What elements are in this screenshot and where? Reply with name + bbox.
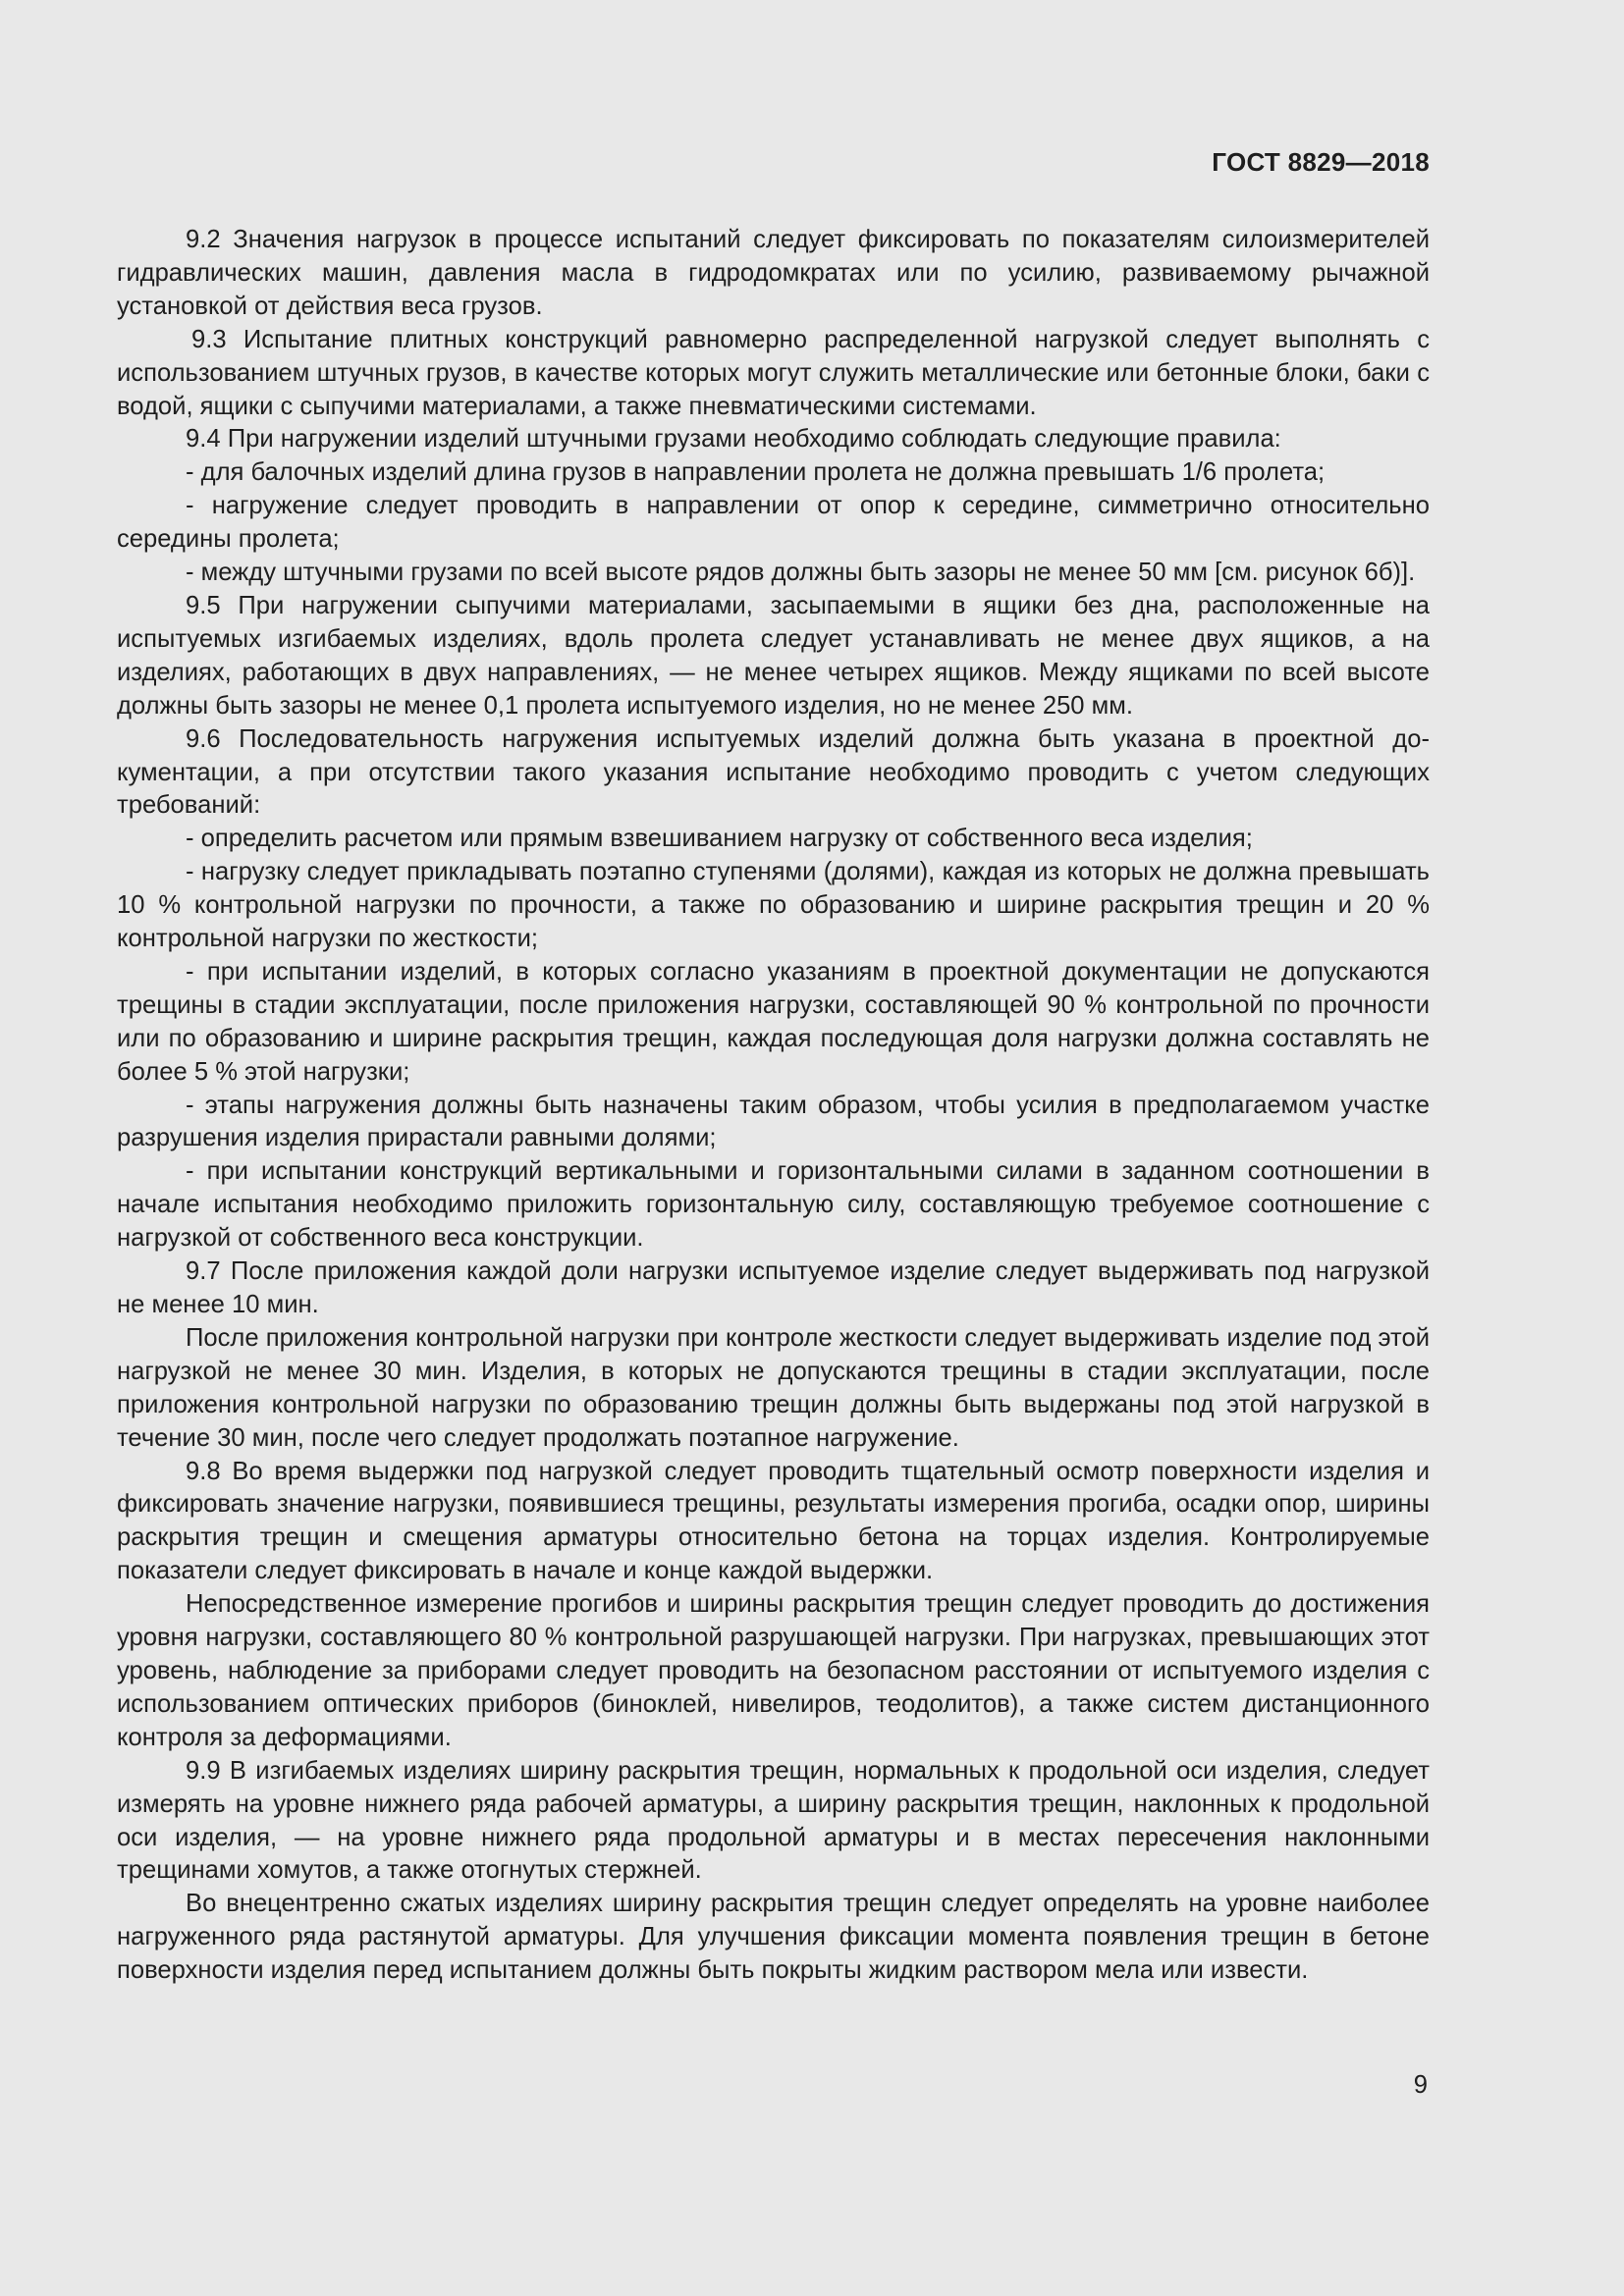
- list-item-9-4-1: - для балочных изделий длина грузов в направлении пролета не должна превышать 1/6 пролета;: [186, 458, 1326, 487]
- paragraph-9-4: 9.4 При нагружении изделий штучными грузами необходимо соблюдать следующие правила:: [186, 425, 1281, 454]
- list-item-9-6-4: - этапы нагружения должны быть назначены таким образом, чтобы усилия в предполагаемом участке разрушения изделия прирастали равными долями;: [117, 1091, 1430, 1152]
- paragraph-9-7: 9.7 После приложения каждой доли нагрузки испытуемое изделие следует выдерживать под нагрузкой не менее 10 мин.: [117, 1257, 1430, 1318]
- paragraph-9-6: 9.6 Последовательность нагружения испытуемых изделий должна быть указана в проектной документации, а при отсутствии такого указания испытание необходимо проводить с учетом следующих требований:: [117, 724, 1430, 820]
- paragraph-9-5: 9.5 При нагружении сыпучими материалами, засыпаемыми в ящики без дна, расположенные на испытуемых изгибаемых изделиях, вдоль пролета следует устанавливать не менее двух ящиков, а на изделиях, работающих в двух направлениях, — не менее четырех ящиков. Между ящиками по всей высоте должны быть зазоры не менее 0,1 пролета испытуемого изделия, но не менее 250 мм.: [117, 591, 1430, 720]
- paragraph-9-8-continued: Непосредственное измерение прогибов и ширины раскрытия трещин следует проводить до достижения уровня нагрузки, составляющего 80 % контрольной разрушающей нагрузки. При нагрузках, превышающих этот уровень, наблюдение за приборами следует проводить на безопасном расстоянии от испытуемого изделия с использованием оптических приборов (биноклей, нивелиров, теодолитов), а также систем дистанционного контроля за деформациями.: [117, 1590, 1430, 1751]
- paragraph-9-3: 9.3 Испытание плитных конструкций равномерно распределенной нагрузкой следует выполнять с использованием штучных грузов, в качестве которых могут служить металлические или бетонные блоки, баки с водой, ящики с сыпучими материалами, а также пневматическими системами.: [117, 325, 1430, 420]
- list-item-9-6-1: - определить расчетом или прямым взвешиванием нагрузку от собственного веса изделия;: [186, 825, 1253, 853]
- paragraph-9-2: 9.2 Значения нагрузок в процессе испытаний следует фиксировать по показателям силоизмерителей гидравлических машин, давления масла в гидродомкратах или по усилию, развиваемому рычажной установкой от действия веса грузов.: [117, 226, 1430, 320]
- list-item-9-6-3: - при испытании изделий, в которых согласно указаниям в проектной документации не допускаются трещины в стадии эксплуатации, после приложения нагрузки, составляющей 90 % контрольной по прочности или по образованию и ширине раскрытия трещин, каждая последующая доля нагрузки должна составлять не более 5 % этой нагрузки;: [117, 957, 1430, 1086]
- document-body: [117, 224, 1430, 1988]
- paragraph-9-9: 9.9 В изгибаемых изделиях ширину раскрытия трещин, нормальных к продольной оси изделия, следует измерять на уровне нижнего ряда рабочей арматуры, а ширину раскрытия трещин, наклонных к продольной оси изделия, — на уровне нижнего ряда продольной арматуры и в местах пересечения наклонными трещинами хомутов, а также отогнутых стержней.: [117, 1756, 1430, 1885]
- list-item-9-4-3: - между штучными грузами по всей высоте рядов должны быть зазоры не менее 50 мм [см. рисунок 6б)].: [186, 559, 1416, 587]
- list-item-9-6-5: - при испытании конструкций вертикальными и горизонтальными силами в заданном соотношении в начале испытания необходимо приложить горизонтальную силу, составляющую требуемое соотношение с нагрузкой от собственного веса конструкции.: [117, 1157, 1430, 1253]
- page-number: 9: [1413, 2071, 1428, 2099]
- list-item-9-4-2: - нагружение следует проводить в направлении от опор к середине, симметрично относительно середины пролета;: [117, 492, 1430, 554]
- list-item-9-6-2: - нагрузку следует прикладывать поэтапно ступенями (долями), каждая из которых не должна превышать 10 % контрольной нагрузки по прочности, а также по образованию и ширине раскрытия трещин и 20 % контрольной нагрузки по жесткости;: [117, 858, 1430, 953]
- paragraph-9-9-continued: Во внецентренно сжатых изделиях ширину раскрытия трещин следует определять на уровне наиболее нагруженного ряда растянутой арматуры. Для улучшения фиксации момента появления трещин в бетоне поверхности изделия перед испытанием должны быть покрыты жидким раствором мела или извести.: [117, 1890, 1430, 1985]
- document-code-header: ГОСТ 8829—2018: [1212, 147, 1430, 177]
- paragraph-9-8: 9.8 Во время выдержки под нагрузкой следует проводить тщательный осмотр поверхности изделия и фиксировать значение нагрузки, появившиеся трещины, результаты измерения прогиба, осадки опор, ширины раскрытия трещин и смещения арматуры относительно бетона на торцах изделия. Контролируемые показатели следует фиксировать в начале и конце каждой выдержки.: [117, 1457, 1430, 1585]
- paragraph-9-7-continued: После приложения контрольной нагрузки при контроле жесткости следует выдерживать изделие под этой нагрузкой не менее 30 мин. Изделия, в которых не допускаются трещины в стадии эксплуатации, после приложения контрольной нагрузки по образованию трещин должны быть выдержаны под этой нагрузкой в течение 30 мин, после чего следует продолжать поэтапное нагружение.: [117, 1323, 1430, 1452]
